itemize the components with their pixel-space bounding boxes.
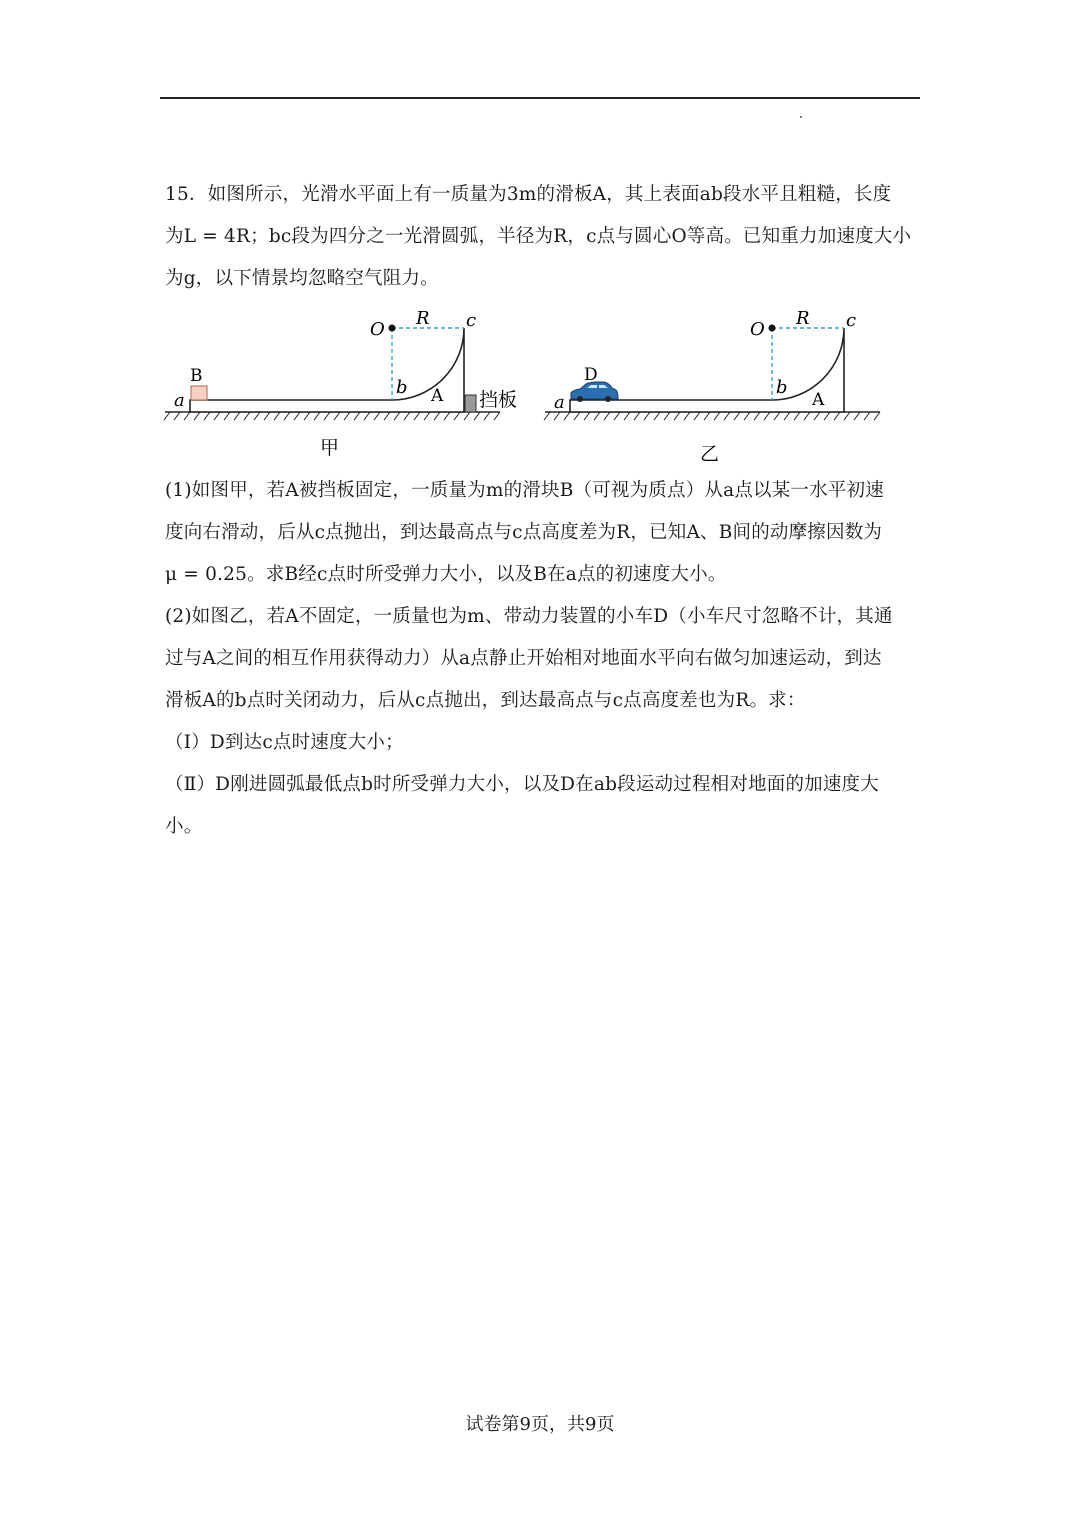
problem-intro [165,174,920,300]
label-a-point: a [554,392,565,413]
label-c: c [846,310,857,331]
page-footer: 试卷第9页，共9页 [465,1414,615,1435]
caption-jia: 甲 [320,437,340,459]
figure-yi [540,300,890,470]
label-o: O [750,319,765,340]
intro-line: 15．如图所示，光滑水平面上有一质量为3m的滑板A，其上表面ab段水平且粗糙，长度 [165,184,892,205]
part-line: μ = 0.25。求B经c点时所受弹力大小，以及B在a点的初速度大小。 [165,564,727,585]
label-c: c [466,310,477,331]
label-b-point: b [776,377,788,398]
part-line: 度向右滑动，后从c点抛出，到达最高点与c点高度差为R，已知A、B间的动摩擦因数为 [165,522,883,543]
part-line: （Ⅱ）D刚进圆弧最低点b时所受弹力大小，以及D在ab段运动过程相对地面的加速度大 [165,774,879,795]
block-b [191,386,207,400]
header-rule [160,97,920,99]
part-line: 滑板A的b点时关闭动力，后从c点抛出，到达最高点与c点高度差也为R。求： [165,690,806,711]
label-a-board: A [812,390,825,410]
problem-parts [165,470,920,848]
label-o: O [370,319,385,340]
caption-yi: 乙 [700,443,720,465]
label-stopper: 挡板 [479,389,518,411]
header-mark [800,116,802,118]
stopper [465,395,476,412]
label-b-point: b [396,377,408,398]
part-line: 过与A之间的相互作用获得动力）从a点静止开始相对地面水平向右做匀加速运动，到达 [165,648,882,669]
center-point-o [769,325,776,332]
ground [544,412,880,420]
label-d-car: D [584,365,598,385]
intro-line: 为L = 4R；bc段为四分之一光滑圆弧，半径为R，c点与圆心O等高。已知重力加速度大小 [165,226,912,247]
label-b-block: B [190,366,203,386]
center-point-o [389,325,396,332]
label-r: R [796,308,810,329]
part-line: (2)如图乙，若A不固定，一质量也为m、带动力装置的小车D（小车尺寸忽略不计，其通 [165,606,893,627]
part-line: 小。 [165,816,203,837]
part-line: （Ⅰ）D到达c点时速度大小； [165,732,404,753]
figure-jia [160,300,530,470]
label-a-point: a [174,390,185,411]
intro-line: 为g，以下情景均忽略空气阻力。 [165,268,439,289]
part-line: (1)如图甲，若A被挡板固定，一质量为m的滑块B（可视为质点）从a点以某一水平初速 [165,480,884,501]
car-d-icon [571,382,618,402]
label-r: R [416,308,430,329]
label-a-board: A [431,386,444,406]
slider-board-a [190,328,464,412]
ground [164,412,500,420]
